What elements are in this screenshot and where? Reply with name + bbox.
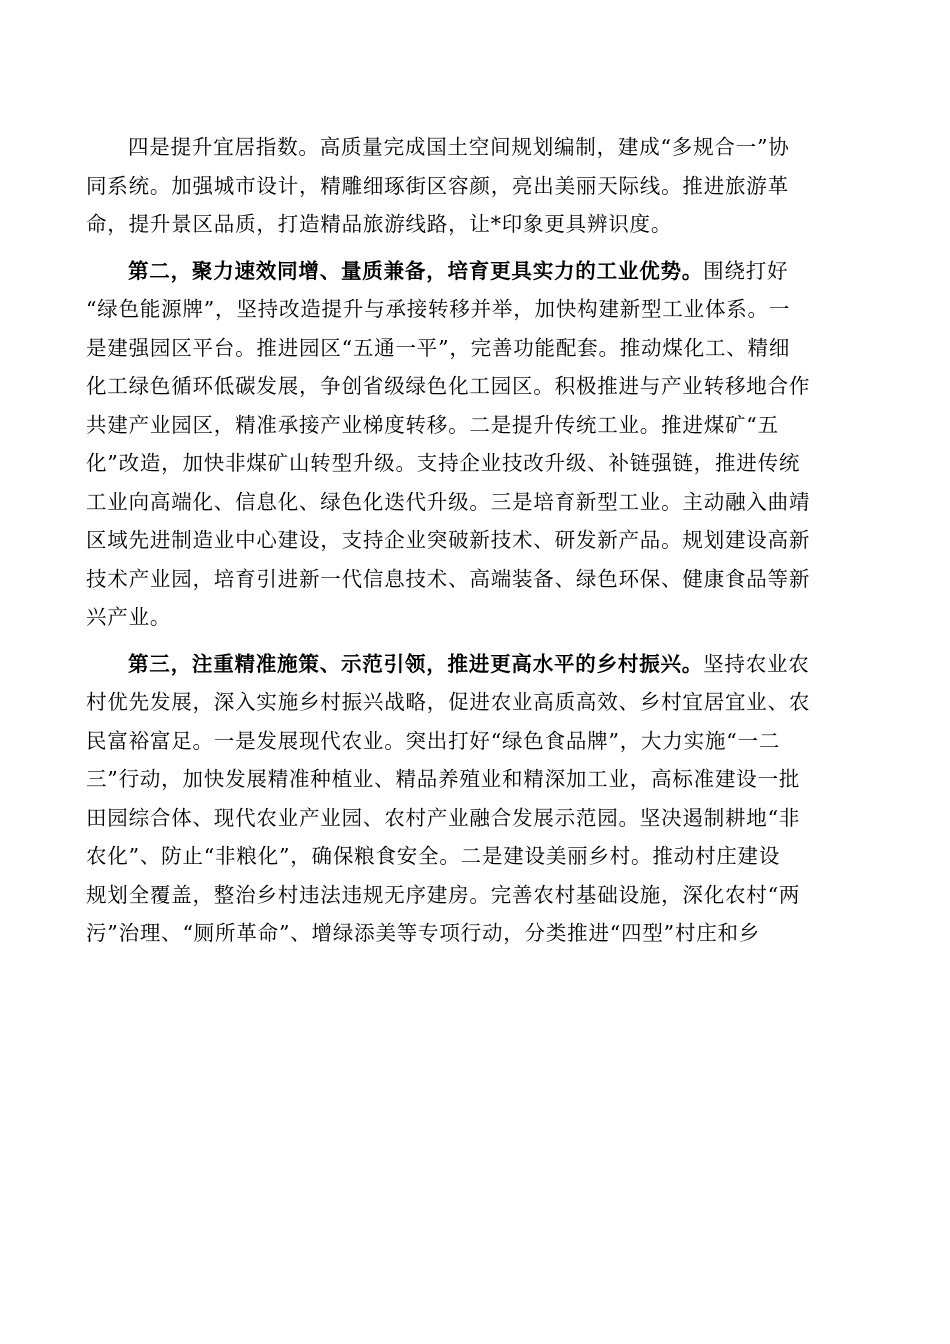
paragraph-line: 农化”、防止“非粮化”，确保粮食安全。二是建设美丽乡村。推动村庄建设 xyxy=(86,844,781,868)
section-heading-rural: 第三，注重精准施策、示范引领，推进更高水平的乡村振兴。 xyxy=(128,651,704,676)
paragraph-line: 命，提升景区品质，打造精品旅游线路，让*印象更具辨识度。 xyxy=(86,212,673,236)
paragraph-line: 兴产业。 xyxy=(86,605,172,629)
paragraph-line: 是建强园区平台。推进园区“五通一平”，完善功能配套。推动煤化工、精细 xyxy=(86,335,791,360)
paragraph-line: 田园综合体、现代农业产业园、农村产业融合发展示范园。坚决遏制耕地“非 xyxy=(86,805,801,830)
paragraph-line: 化”改造，加快非煤矿山转型升级。支持企业技改升级、补链强链，推进传统 xyxy=(86,451,801,475)
paragraph-text: 坚持农业农 xyxy=(703,651,810,676)
paragraph-line: 规划全覆盖，整治乡村违法违规无序建房。完善农村基础设施，深化农村“两 xyxy=(86,882,801,907)
paragraph-line: 民富裕富足。一是发展现代农业。突出打好“绿色食品牌”，大力实施“一二 xyxy=(86,728,781,753)
paragraph-line: 四是提升宜居指数。高质量完成国土空间规划编制，建成“多规合一”协 xyxy=(128,135,790,159)
paragraph-line: 村优先发展，深入实施乡村振兴战略，促进农业高质高效、乡村宜居宜业、农 xyxy=(86,690,811,714)
paragraph-line: “绿色能源牌”，坚持改造提升与承接转移并举，加快构建新型工业体系。一 xyxy=(86,297,791,321)
section-heading-industry: 第二，聚力速效同增、量质兼备，培育更具实力的工业优势。 xyxy=(128,258,704,283)
paragraph-line: 化工绿色循环低碳发展，争创省级绿色化工园区。积极推进与产业转移地合作 xyxy=(86,374,811,398)
paragraph-first-line xyxy=(86,252,848,291)
paragraph-line: 三”行动，加快发展精准种植业、精品养殖业和精深加工业，高标准建设一批 xyxy=(86,767,801,791)
paragraph-line: 区域先进制造业中心建设，支持企业突破新技术、研发新产品。规划建设高新 xyxy=(86,528,811,552)
paragraph-first-line xyxy=(86,645,848,684)
paragraph-line: 污”治理、“厕所革命”、增绿添美等专项行动，分类推进“四型”村庄和乡 xyxy=(86,921,761,945)
paragraph-line: 共建产业园区，精准承接产业梯度转移。二是提升传统工业。推进煤矿“五 xyxy=(86,412,779,437)
paragraph-line: 同系统。加强城市设计，精雕细琢街区容颜，亮出美丽天际线。推进旅游革 xyxy=(86,173,789,198)
paragraph-livability xyxy=(86,128,848,244)
document-page xyxy=(86,128,848,953)
paragraph-industry xyxy=(86,252,848,637)
paragraph-line: 技术产业园，培育引进新一代信息技术、高端装备、绿色环保、健康食品等新 xyxy=(86,566,811,591)
paragraph-line: 工业向高端化、信息化、绿色化迭代升级。三是培育新型工业。主动融入曲靖 xyxy=(86,489,811,514)
paragraph-text: 围绕打好 xyxy=(703,258,789,283)
paragraph-rural xyxy=(86,645,848,953)
